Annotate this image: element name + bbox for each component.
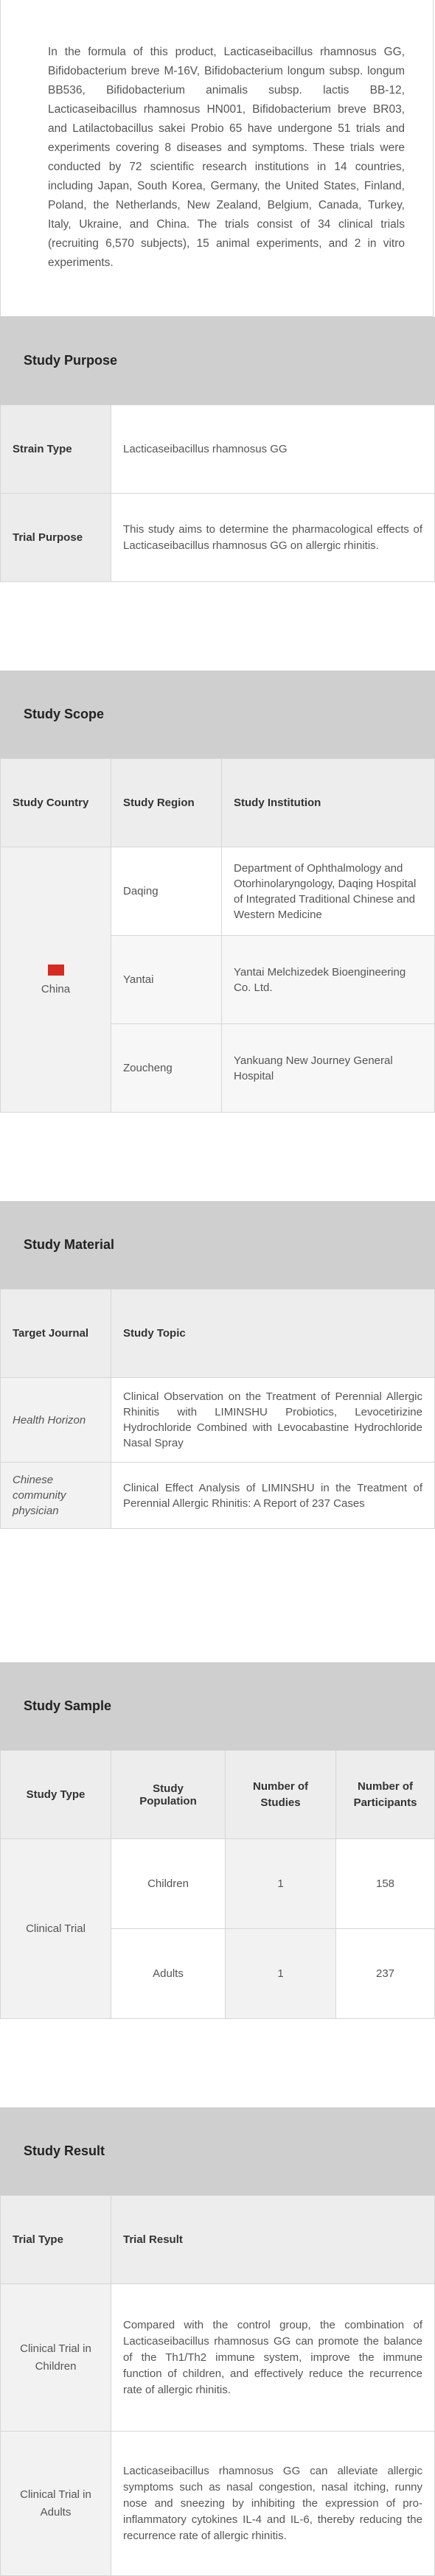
journal-cell: Chinese community physician bbox=[1, 1463, 111, 1529]
study-purpose-card bbox=[0, 317, 435, 582]
table-row bbox=[1, 1463, 435, 1529]
column-header: Study Population bbox=[111, 1751, 226, 1839]
trial-purpose-value: This study aims to determine the pharmacological effects of Lacticaseibacillus rhamnosus GG on allergic rhinitis. bbox=[111, 494, 435, 582]
strain-type-value: Lacticaseibacillus rhamnosus GG bbox=[111, 405, 435, 494]
country-name: China bbox=[41, 982, 71, 995]
china-flag-icon bbox=[48, 965, 64, 976]
study-type-cell: Clinical Trial bbox=[1, 1839, 111, 2019]
column-header: Study Institution bbox=[222, 759, 435, 847]
column-header: Target Journal bbox=[1, 1289, 111, 1378]
institution-cell: Yantai Melchizedek Bioengineering Co. Ltd. bbox=[222, 936, 435, 1024]
study-sample-title: Study Sample bbox=[0, 1662, 435, 1750]
table-row bbox=[1, 2432, 435, 2576]
column-header: Study Country bbox=[1, 759, 111, 847]
study-material-card bbox=[0, 1201, 435, 1529]
trial-purpose-label: Trial Purpose bbox=[1, 494, 111, 582]
trial-result-cell: Compared with the control group, the combination of Lacticaseibacillus rhamnosus GG can promote the balance of the Th1/Th2 immune system, improve the immune function of children, and effectively reduce the recurrence rate of allergic rhinitis. bbox=[111, 2284, 435, 2432]
study-sample-card bbox=[0, 1662, 435, 2019]
study-material-table bbox=[0, 1289, 435, 1529]
table-row bbox=[1, 405, 435, 494]
column-header: Study Topic bbox=[111, 1289, 435, 1378]
study-result-table bbox=[0, 2195, 435, 2576]
trial-type-cell: Clinical Trial in Children bbox=[1, 2284, 111, 2432]
topic-cell: Clinical Observation on the Treatment of Perennial Allergic Rhinitis with LIMINSHU Probiotics, Levocetirizine Hydrochloride Combined with Levocabastine Hydrochloride Nasal Spray bbox=[111, 1378, 435, 1463]
studies-count-cell: 1 bbox=[226, 1929, 336, 2019]
column-header: Trial Result bbox=[111, 2196, 435, 2284]
participants-count-cell: 237 bbox=[336, 1929, 435, 2019]
study-sample-table bbox=[0, 1750, 435, 2019]
region-cell: Yantai bbox=[111, 936, 222, 1024]
participants-count-cell: 158 bbox=[336, 1839, 435, 1929]
intro-panel bbox=[0, 0, 434, 317]
table-row bbox=[1, 1378, 435, 1463]
study-scope-title: Study Scope bbox=[0, 671, 435, 758]
institution-cell: Department of Ophthalmology and Otorhinolaryngology, Daqing Hospital of Integrated Traditional Chinese and Western Medicine bbox=[222, 847, 435, 936]
column-header: Trial Type bbox=[1, 2196, 111, 2284]
trial-result-cell: Lacticaseibacillus rhamnosus GG can alleviate allergic symptoms such as nasal congestion, nasal itching, runny nose and sneezing by inhibiting the expression of pro-inflammatory cytokines IL-4 and IL-6, thereby reducing the recurrence rate of allergic rhinitis. bbox=[111, 2432, 435, 2576]
region-cell: Zoucheng bbox=[111, 1024, 222, 1113]
studies-count-cell: 1 bbox=[226, 1839, 336, 1929]
population-cell: Adults bbox=[111, 1929, 226, 2019]
institution-cell: Yankuang New Journey General Hospital bbox=[222, 1024, 435, 1113]
table-header-row bbox=[1, 2196, 435, 2284]
table-header-row bbox=[1, 759, 435, 847]
column-header: Number of Studies bbox=[226, 1751, 336, 1839]
column-header: Study Region bbox=[111, 759, 222, 847]
study-purpose-table bbox=[0, 405, 435, 582]
table-row bbox=[1, 2284, 435, 2432]
strain-type-label: Strain Type bbox=[1, 405, 111, 494]
study-scope-card bbox=[0, 671, 435, 1113]
table-row bbox=[1, 1839, 435, 1929]
country-cell bbox=[1, 847, 111, 1113]
table-header-row bbox=[1, 1289, 435, 1378]
study-scope-table bbox=[0, 758, 435, 1113]
column-header: Number of Participants bbox=[336, 1751, 435, 1839]
intro-text: In the formula of this product, Lacticaseibacillus rhamnosus GG, Bifidobacterium breve M-16V, Bifidobacterium longum subsp. longum BB536, Bifidobacterium animalis subsp. lactis BB-12, Lacticaseibacillus rhamnosus HN001, Bifidobacterium breve BR03, and Latilactobacillus sakei Probio 65 have undergone 51 trials and experiments covering 8 diseases and symptoms. These trials were conducted by 72 scientific research institutions in 14 countries, including Japan, South Korea, Germany, the United States, Finland, Poland, the Netherlands, New Zealand, Belgium, Canada, Turkey, Italy, Ukraine, and China. The trials consist of 34 clinical trials (recruiting 6,570 subjects), 15 animal experiments, and 2 in vitro experiments. bbox=[48, 46, 405, 269]
table-row bbox=[1, 847, 435, 936]
topic-cell: Clinical Effect Analysis of LIMINSHU in the Treatment of Perennial Allergic Rhinitis: A Report of 237 Cases bbox=[111, 1463, 435, 1529]
table-header-row bbox=[1, 1751, 435, 1839]
trial-type-cell: Clinical Trial in Adults bbox=[1, 2432, 111, 2576]
population-cell: Children bbox=[111, 1839, 226, 1929]
study-result-title: Study Result bbox=[0, 2107, 435, 2195]
study-result-card bbox=[0, 2107, 435, 2576]
table-row bbox=[1, 494, 435, 582]
journal-cell: Health Horizon bbox=[1, 1378, 111, 1463]
study-material-title: Study Material bbox=[0, 1201, 435, 1289]
region-cell: Daqing bbox=[111, 847, 222, 936]
study-purpose-title: Study Purpose bbox=[0, 317, 435, 405]
column-header: Study Type bbox=[1, 1751, 111, 1839]
